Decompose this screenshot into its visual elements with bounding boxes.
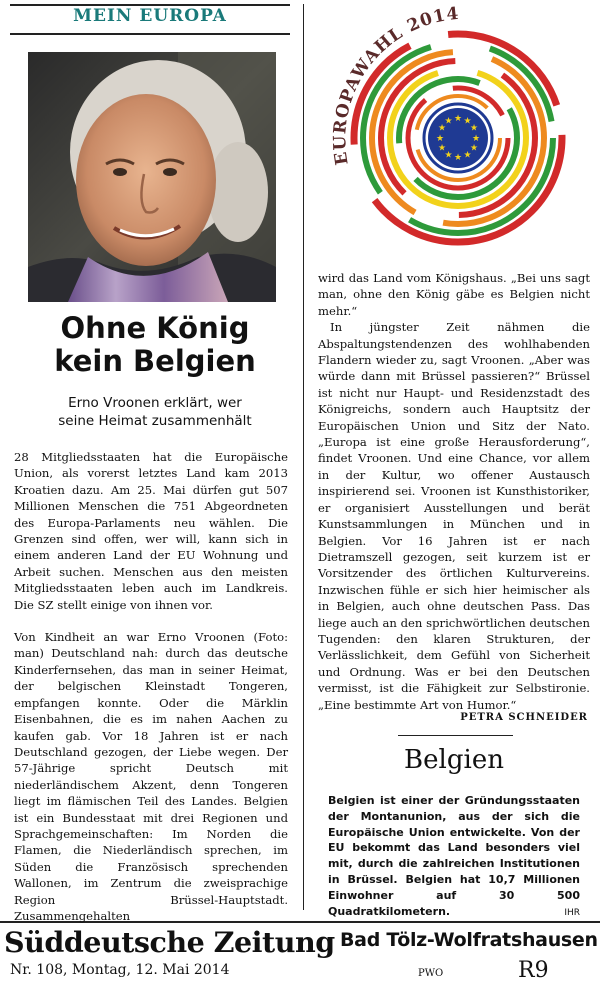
svg-text:★: ★ bbox=[471, 134, 481, 144]
subheadline bbox=[30, 394, 280, 430]
masthead-title: Süddeutsche Zeitung bbox=[4, 926, 335, 959]
infobox-top-rule bbox=[398, 735, 513, 736]
article-column-2 bbox=[318, 270, 590, 713]
svg-text:★: ★ bbox=[453, 153, 463, 163]
svg-text:★: ★ bbox=[437, 143, 447, 154]
svg-text:★: ★ bbox=[453, 114, 463, 124]
masthead-code: PWO bbox=[418, 968, 444, 979]
article-body-paragraph-1: Von Kindheit an war Erno Vroonen (Foto: man) Deutschland nah: durch das deutsche Kinderfernsehen, das man in seiner Heimat, der belgischen Kleinstadt Tongeren, empfangen konnte. Oder die Märklin Eisenbahnen, die es im nahen Aachen zu kaufen gab. Vor 18 Jahren ist er nach Deutschland gezogen, der Liebe wegen. Der 57-Jährige spricht Deutsch mit niederländischem Akzent, denn Tongeren liegt im flämischen Teil des Landes. Belgien ist ein Bundesstaat mit drei Regionen und Sprachgemeinschaften: Im Norden die Flamen, die Niederländisch sprechen, im Süden die Französisch sprechenden Wallonen, im Zentrum die zweisprachige Region Brüssel-Hauptstadt. Zusammengehalten bbox=[14, 630, 288, 923]
subhead-line-2: seine Heimat zusammenhält bbox=[58, 413, 252, 429]
infobox-body bbox=[328, 793, 580, 921]
article-body-paragraph-2: wird das Land vom Königshaus. „Bei uns sagt man, ohne den König gäbe es Belgien nicht mehr.“ bbox=[318, 271, 590, 318]
emblem-label: EUROPAWAHL 2014 bbox=[330, 4, 461, 167]
svg-text:★: ★ bbox=[463, 150, 472, 161]
portrait-photo bbox=[28, 52, 276, 302]
section-rule-left bbox=[10, 33, 290, 35]
section-label: MEIN EUROPA bbox=[73, 6, 227, 26]
masthead-issue: Nr. 108, Montag, 12. Mai 2014 bbox=[10, 962, 230, 978]
infobox-text: Belgien ist einer der Gründungsstaaten der Montanunion, aus der sich die Europäische Union entwickelte. Von der EU bekommt das Land besonders viel mit, durch die zahlreichen Institutionen in Brüssel. Belgien hat 10,7 Millionen Einwohner auf 30 500 Quadratkilometern. bbox=[328, 794, 580, 918]
article-intro: 28 Mitgliedsstaaten hat die Europäische Union, als vorerst letztes Land kam 2013 Kroatien dazu. Am 25. Mai dürfen gut 507 Millionen Menschen die 751 Abgeordneten des Europa-Parlaments neu wählen. Die Grenzen sind offen, wer will, kann sich in einem anderen Land der EU Wohnung und Arbeit suchen. Menschen aus den meisten Mitgliedsstaaten leben auch im Landkreis. Die SZ stellt einige von ihnen vor. bbox=[14, 450, 288, 612]
svg-text:★: ★ bbox=[469, 143, 479, 154]
svg-text:★: ★ bbox=[444, 116, 453, 127]
subhead-line-1: Erno Vroonen erklärt, wer bbox=[68, 395, 242, 411]
svg-text:★: ★ bbox=[444, 150, 453, 161]
headline-line-2: kein Belgien bbox=[54, 344, 256, 378]
svg-text:★: ★ bbox=[463, 116, 472, 127]
masthead-region: Bad Tölz-Wolfratshausen bbox=[340, 929, 598, 951]
europawahl-emblem bbox=[330, 4, 600, 264]
masthead-page-number: R9 bbox=[518, 958, 549, 983]
article-column-1 bbox=[14, 449, 288, 924]
svg-text:★: ★ bbox=[469, 123, 479, 134]
svg-text:★: ★ bbox=[435, 134, 445, 144]
infobox-title: Belgien bbox=[404, 745, 504, 775]
svg-text:★: ★ bbox=[437, 123, 447, 134]
headline bbox=[10, 312, 300, 378]
author-byline: PETRA SCHNEIDER bbox=[460, 712, 588, 723]
column-divider bbox=[303, 4, 304, 910]
headline-line-1: Ohne König bbox=[60, 311, 250, 345]
article-body-paragraph-3: In jüngster Zeit nähmen die Abspaltungstendenzen des wohlhabenden Flandern wieder zu, sagt Vroonen. „Aber was würde dann mit Brüssel passieren?“ Brüssel ist nicht nur Haupt- und Residenzstadt des Königreichs, sondern auch Hauptsitz der Europäischen Union und Sitz der Nato. „Europa ist eine große Herausforderung“, findet Vroonen. Und eine Chance, vor allem in der Kultur, wo offener Austausch inspirierend sei. Vroonen ist Kunsthistoriker, er organisiert Ausstellungen und berät Kunstsammlungen in München und in Belgien. Vor 16 Jahren ist er nach Dietramszell gezogen, seit kurzem ist er Vorsitzender des örtlichen Kulturvereins. Inzwischen fühle er sich hier heimischer als in Belgien, auch ohne deutschen Pass. Das liege auch an den sprichwörtlichen deutschen Tugenden: den klaren Strukturen, der Verlässlichkeit, dem Gefühl von Sicherheit und Ordnung. Was er bei den Deutschen vermisst, ist die Fähigkeit zur Selbstironie. „Eine bestimmte Art von Humor.“ bbox=[318, 320, 590, 712]
infobox-initials: IHR bbox=[564, 907, 580, 918]
